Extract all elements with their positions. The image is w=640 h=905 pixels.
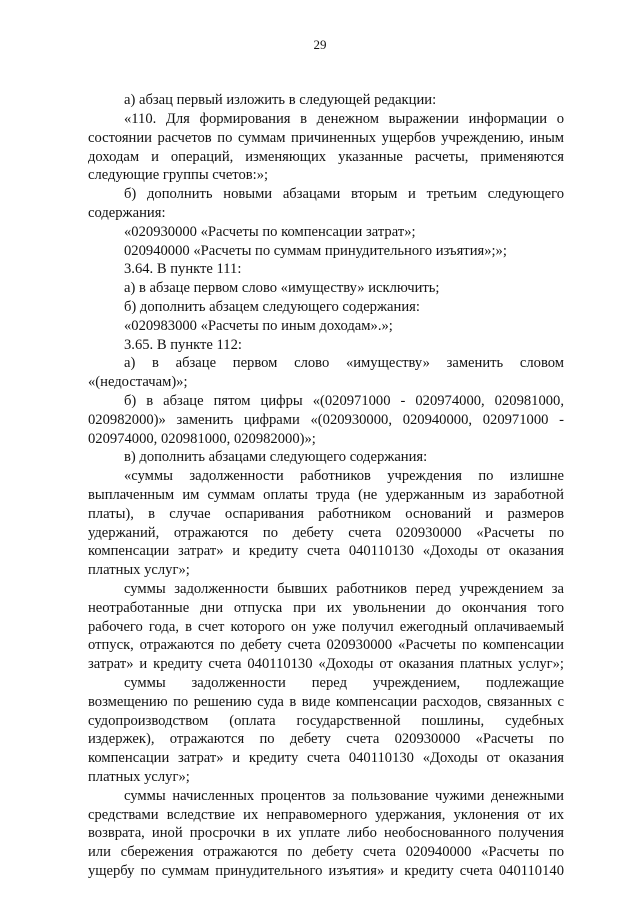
text-line: «суммы задолженности работников учреждения по излишне <box>124 468 564 484</box>
text-line: удержаний, отражаются по дебету счета 020930000 «Расчеты по <box>88 525 564 541</box>
text-line: судопроизводством (оплата государственной пошлины, судебных <box>88 713 564 729</box>
text-line: б) дополнить абзацем следующего содержания: <box>124 299 420 315</box>
text-line: 020940000 «Расчеты по суммам принудительного изъятия»;»; <box>124 243 507 259</box>
text-line: 020974000, 020981000, 020982000)»; <box>88 431 316 447</box>
text-line: или сбережения отражаются по дебету счета 020940000 «Расчеты по <box>88 844 564 860</box>
text-line: «(недостачам)»; <box>88 374 188 390</box>
text-line: платных услуг»; <box>88 769 190 785</box>
text-line: б) дополнить новыми абзацами вторым и третьим следующего <box>124 186 564 202</box>
text-line: возврата, иной просрочки в их уплате либо необоснованного получения <box>88 825 564 841</box>
text-line: рабочего года, в счет которого он уже получил ежегодный оплачиваемый <box>88 619 564 635</box>
text-line: неотработанные дни отпуска при их увольнении до окончания того <box>88 600 564 616</box>
page-number: 29 <box>313 37 327 52</box>
text-line: выплаченным им суммам оплаты труда (не удержанным из заработной <box>88 487 564 503</box>
text-line: компенсации затрат» и кредиту счета 040110130 «Доходы от оказания <box>88 750 564 766</box>
text-line: компенсации затрат» и кредиту счета 040110130 «Доходы от оказания <box>88 543 564 559</box>
text-line: состоянии расчетов по суммам причиненных ущербов учреждению, иным <box>88 130 564 146</box>
text-line: а) в абзаце первом слово «имуществу» исключить; <box>124 280 440 296</box>
text-line: ущербу по суммам принудительного изъятия» и кредиту счета 040110140 <box>88 863 564 879</box>
text-line: а) в абзаце первом слово «имуществу» заменить словом <box>124 355 564 371</box>
text-line: содержания: <box>88 205 166 221</box>
text-line: следующие группы счетов:»; <box>88 167 269 183</box>
text-line: возмещению по решению суда в виде компенсации расходов, связанных с <box>88 694 564 710</box>
text-line: 3.65. В пункте 112: <box>124 337 242 353</box>
text-line: 020982000)» заменить цифрами «(020930000, 020940000, 020971000 - <box>88 412 564 428</box>
text-line: платы), в случае оспаривания работником оснований и размеров <box>88 506 564 522</box>
text-line: доходам и операций, изменяющих указанные расчеты, применяются <box>88 149 564 165</box>
text-line: платных услуг»; <box>88 562 190 578</box>
text-line: суммы задолженности бывших работников перед учреждением за <box>124 581 564 597</box>
text-line: а) абзац первый изложить в следующей редакции: <box>124 92 437 108</box>
text-line: «020930000 «Расчеты по компенсации затрат»; <box>124 224 416 240</box>
text-line: б) в абзаце пятом цифры «(020971000 - 020974000, 020981000, <box>124 393 564 409</box>
text-line: затрат» и кредиту счета 040110130 «Доходы от оказания платных услуг»; <box>88 656 564 672</box>
text-line: в) дополнить абзацами следующего содержания: <box>124 449 428 465</box>
text-line: «020983000 «Расчеты по иным доходам».»; <box>124 318 393 334</box>
text-line: отпуск, отражаются по дебету счета 020930000 «Расчеты по компенсации <box>88 637 564 653</box>
text-line: издержек), отражаются по дебету счета 020930000 «Расчеты по <box>88 731 564 747</box>
text-line: суммы задолженности перед учреждением, подлежащие <box>124 675 564 691</box>
text-line: «110. Для формирования в денежном выражении информации о <box>124 111 564 127</box>
text-line: средствами вследствие их неправомерного удержания, уклонения от их <box>88 807 564 823</box>
text-line: 3.64. В пункте 111: <box>124 261 242 277</box>
text-line: суммы начисленных процентов за пользование чужими денежными <box>124 788 564 804</box>
